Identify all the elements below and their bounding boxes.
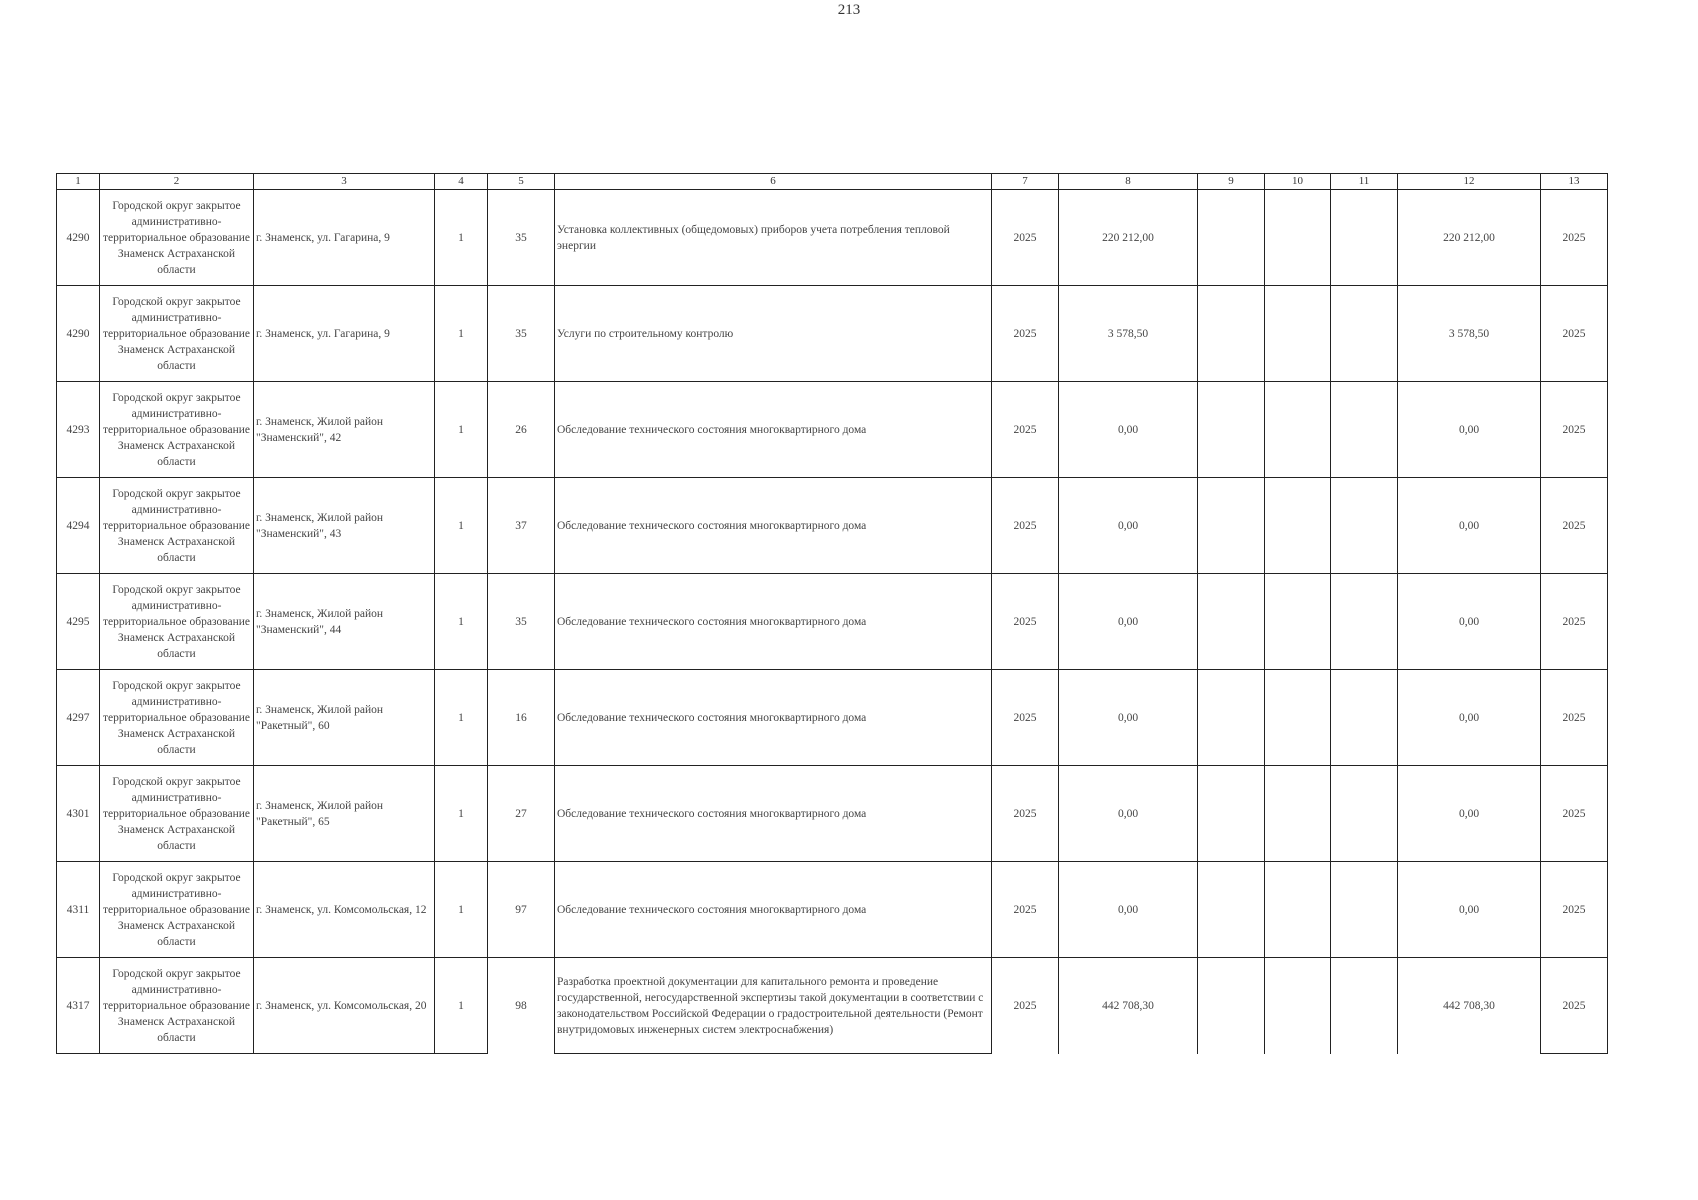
cell-col-10-value <box>1265 670 1331 766</box>
cell-municipality: Городской округ закрытое административно-территориальное образование Знаменск Астраханской области <box>100 766 254 862</box>
cell-total-cost: 0,00 <box>1059 574 1198 670</box>
cell-col-9-value <box>1198 382 1265 478</box>
cell-work-type: Услуги по строительному контролю <box>555 286 992 382</box>
cell-col-10-value <box>1265 574 1331 670</box>
cell-col-9-value <box>1198 670 1265 766</box>
cell-total-cost: 0,00 <box>1059 382 1198 478</box>
cell-plan-year: 2025 <box>992 670 1059 766</box>
cell-apartments-count: 35 <box>488 190 555 286</box>
cell-municipality: Городской округ закрытое административно-территориальное образование Знаменск Астраханской области <box>100 190 254 286</box>
cell-address: г. Знаменск, ул. Гагарина, 9 <box>254 286 435 382</box>
cell-apartments-count: 27 <box>488 766 555 862</box>
cell-col-9-value <box>1198 478 1265 574</box>
cell-col-11-value <box>1331 862 1398 958</box>
cell-fund-cost: 220 212,00 <box>1398 190 1541 286</box>
column-header-12: 12 <box>1398 174 1541 190</box>
cell-completion-year: 2025 <box>1541 670 1608 766</box>
column-header-6: 6 <box>555 174 992 190</box>
cell-col-11-value <box>1331 478 1398 574</box>
cell-municipality: Городской округ закрытое административно-территориальное образование Знаменск Астраханской области <box>100 478 254 574</box>
cell-work-type: Обследование технического состояния многоквартирного дома <box>555 766 992 862</box>
cell-col-9-value <box>1198 286 1265 382</box>
cell-row-id: 4295 <box>57 574 100 670</box>
column-header-8: 8 <box>1059 174 1198 190</box>
cell-municipality: Городской округ закрытое административно-территориальное образование Знаменск Астраханской области <box>100 958 254 1054</box>
table-body <box>57 190 1608 1054</box>
cell-completion-year: 2025 <box>1541 382 1608 478</box>
cell-building-count: 1 <box>435 670 488 766</box>
cell-total-cost: 0,00 <box>1059 670 1198 766</box>
capital-repair-table <box>56 173 1608 1054</box>
cell-work-type: Установка коллективных (общедомовых) приборов учета потребления тепловой энергии <box>555 190 992 286</box>
cell-work-type: Обследование технического состояния многоквартирного дома <box>555 478 992 574</box>
cell-plan-year: 2025 <box>992 190 1059 286</box>
cell-fund-cost: 0,00 <box>1398 766 1541 862</box>
cell-col-10-value <box>1265 958 1331 1054</box>
cell-col-9-value <box>1198 574 1265 670</box>
cell-total-cost: 0,00 <box>1059 862 1198 958</box>
cell-row-id: 4317 <box>57 958 100 1054</box>
cell-col-11-value <box>1331 574 1398 670</box>
cell-col-11-value <box>1331 670 1398 766</box>
cell-total-cost: 442 708,30 <box>1059 958 1198 1054</box>
cell-fund-cost: 0,00 <box>1398 862 1541 958</box>
cell-col-11-value <box>1331 766 1398 862</box>
cell-plan-year: 2025 <box>992 958 1059 1054</box>
column-header-3: 3 <box>254 174 435 190</box>
cell-work-type: Обследование технического состояния многоквартирного дома <box>555 382 992 478</box>
column-header-5: 5 <box>488 174 555 190</box>
cell-plan-year: 2025 <box>992 382 1059 478</box>
cell-building-count: 1 <box>435 478 488 574</box>
cell-col-10-value <box>1265 190 1331 286</box>
cell-total-cost: 0,00 <box>1059 478 1198 574</box>
cell-col-10-value <box>1265 862 1331 958</box>
cell-row-id: 4293 <box>57 382 100 478</box>
cell-apartments-count: 35 <box>488 286 555 382</box>
cell-col-9-value <box>1198 766 1265 862</box>
cell-apartments-count: 37 <box>488 478 555 574</box>
cell-fund-cost: 442 708,30 <box>1398 958 1541 1054</box>
cell-row-id: 4297 <box>57 670 100 766</box>
column-header-2: 2 <box>100 174 254 190</box>
table-row <box>57 670 1608 766</box>
cell-row-id: 4294 <box>57 478 100 574</box>
cell-address: г. Знаменск, ул. Гагарина, 9 <box>254 190 435 286</box>
cell-fund-cost: 0,00 <box>1398 574 1541 670</box>
cell-col-11-value <box>1331 190 1398 286</box>
cell-plan-year: 2025 <box>992 478 1059 574</box>
cell-plan-year: 2025 <box>992 862 1059 958</box>
cell-building-count: 1 <box>435 862 488 958</box>
cell-building-count: 1 <box>435 766 488 862</box>
cell-plan-year: 2025 <box>992 766 1059 862</box>
cell-apartments-count: 98 <box>488 958 555 1054</box>
column-header-7: 7 <box>992 174 1059 190</box>
cell-total-cost: 0,00 <box>1059 766 1198 862</box>
page-number: 213 <box>837 2 861 18</box>
column-number-header-row <box>57 174 1608 190</box>
cell-fund-cost: 3 578,50 <box>1398 286 1541 382</box>
cell-address: г. Знаменск, Жилой район "Знаменский", 43 <box>254 478 435 574</box>
table-row <box>57 382 1608 478</box>
table-row <box>57 190 1608 286</box>
cell-total-cost: 3 578,50 <box>1059 286 1198 382</box>
cell-col-10-value <box>1265 766 1331 862</box>
column-header-10: 10 <box>1265 174 1331 190</box>
cell-row-id: 4311 <box>57 862 100 958</box>
cell-completion-year: 2025 <box>1541 862 1608 958</box>
cell-col-11-value <box>1331 382 1398 478</box>
cell-completion-year: 2025 <box>1541 574 1608 670</box>
table-row <box>57 958 1608 1054</box>
cell-col-11-value <box>1331 958 1398 1054</box>
cell-fund-cost: 0,00 <box>1398 670 1541 766</box>
cell-fund-cost: 0,00 <box>1398 382 1541 478</box>
cell-work-type: Обследование технического состояния многоквартирного дома <box>555 670 992 766</box>
cell-plan-year: 2025 <box>992 574 1059 670</box>
cell-work-type: Обследование технического состояния многоквартирного дома <box>555 574 992 670</box>
cell-address: г. Знаменск, Жилой район "Ракетный", 60 <box>254 670 435 766</box>
cell-building-count: 1 <box>435 574 488 670</box>
cell-apartments-count: 26 <box>488 382 555 478</box>
cell-address: г. Знаменск, ул. Комсомольская, 12 <box>254 862 435 958</box>
cell-completion-year: 2025 <box>1541 766 1608 862</box>
column-header-13: 13 <box>1541 174 1608 190</box>
cell-municipality: Городской округ закрытое административно-территориальное образование Знаменск Астраханской области <box>100 574 254 670</box>
cell-municipality: Городской округ закрытое административно-территориальное образование Знаменск Астраханской области <box>100 670 254 766</box>
cell-row-id: 4290 <box>57 190 100 286</box>
table-row <box>57 286 1608 382</box>
table-row <box>57 478 1608 574</box>
column-header-1: 1 <box>57 174 100 190</box>
cell-col-10-value <box>1265 478 1331 574</box>
table-row <box>57 862 1608 958</box>
cell-row-id: 4290 <box>57 286 100 382</box>
cell-completion-year: 2025 <box>1541 286 1608 382</box>
cell-completion-year: 2025 <box>1541 958 1608 1054</box>
cell-total-cost: 220 212,00 <box>1059 190 1198 286</box>
cell-fund-cost: 0,00 <box>1398 478 1541 574</box>
cell-plan-year: 2025 <box>992 286 1059 382</box>
cell-col-10-value <box>1265 286 1331 382</box>
column-header-11: 11 <box>1331 174 1398 190</box>
cell-row-id: 4301 <box>57 766 100 862</box>
cell-work-type: Разработка проектной документации для капитального ремонта и проведение государственной, негосударственной экспертизы такой документации в соответствии с законодательством Российской Федерации о градостроительной деятельности (Ремонт внутридомовых инженерных систем электроснабжения) <box>555 958 992 1054</box>
cell-apartments-count: 35 <box>488 574 555 670</box>
cell-address: г. Знаменск, Жилой район "Ракетный", 65 <box>254 766 435 862</box>
cell-address: г. Знаменск, Жилой район "Знаменский", 42 <box>254 382 435 478</box>
cell-work-type: Обследование технического состояния многоквартирного дома <box>555 862 992 958</box>
cell-completion-year: 2025 <box>1541 478 1608 574</box>
cell-col-11-value <box>1331 286 1398 382</box>
cell-municipality: Городской округ закрытое административно-территориальное образование Знаменск Астраханской области <box>100 862 254 958</box>
cell-municipality: Городской округ закрытое административно-территориальное образование Знаменск Астраханской области <box>100 382 254 478</box>
column-header-4: 4 <box>435 174 488 190</box>
cell-col-9-value <box>1198 190 1265 286</box>
cell-building-count: 1 <box>435 958 488 1054</box>
cell-completion-year: 2025 <box>1541 190 1608 286</box>
cell-apartments-count: 16 <box>488 670 555 766</box>
cell-municipality: Городской округ закрытое административно-территориальное образование Знаменск Астраханской области <box>100 286 254 382</box>
cell-col-9-value <box>1198 958 1265 1054</box>
column-header-9: 9 <box>1198 174 1265 190</box>
cell-col-10-value <box>1265 382 1331 478</box>
table-row <box>57 766 1608 862</box>
table-row <box>57 574 1608 670</box>
cell-address: г. Знаменск, ул. Комсомольская, 20 <box>254 958 435 1054</box>
cell-col-9-value <box>1198 862 1265 958</box>
cell-address: г. Знаменск, Жилой район "Знаменский", 44 <box>254 574 435 670</box>
cell-building-count: 1 <box>435 286 488 382</box>
cell-building-count: 1 <box>435 190 488 286</box>
cell-building-count: 1 <box>435 382 488 478</box>
cell-apartments-count: 97 <box>488 862 555 958</box>
